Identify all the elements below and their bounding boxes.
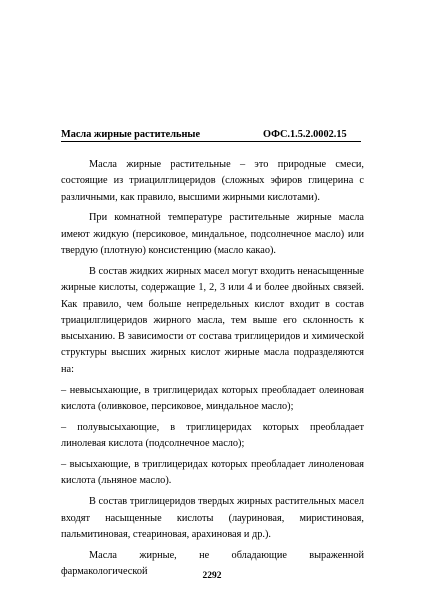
paragraph-continued: Масла жирные, не обладающие выраженной фармакологической	[61, 549, 364, 577]
paragraph-solid-oils: В состав триглицеридов твердых жирных растительных масел входят насыщенные кислоты (лауриновая, миристиновая, пальмитиновая, стеариновая, арахиновая и др.).	[61, 496, 364, 540]
paragraph-consistency: При комнатной температуре растительные жирные масла имеют жидкую (персиковое, миндальное, подсолнечное масло) или твердую (плотную) консистенцию (масло какао).	[61, 212, 364, 257]
paragraph-definition: Масла жирные растительные – это природные смеси, состоящие из триацилглицеридов (сложных эфиров глицерина с различными, как правило, высшими жирными кислотами).	[61, 159, 364, 203]
list-item-non-drying: – невысыхающие, в триглицеридах которых преобладает олеиновая кислота (оливковое, персиковое, миндальное масло);	[61, 384, 364, 412]
document-body	[61, 157, 364, 585]
monograph-title: Масла жирные растительные	[61, 129, 201, 140]
paragraph-composition: В состав жидких жирных масел могут входить ненасыщенные жирные кислоты, содержащие 1, 2, 3 или 4 и более двойных связей. Как правило, чем больше непредельных кислот входит в состав триацилглицеридов жирного масла, тем выше его склонность к высыханию. В зависимости от состава триглицеридов и химической структуры высших жирных кислот жирные масла подразделяются на:	[61, 265, 364, 375]
page-number: 2292	[202, 571, 222, 581]
list-item-semi-drying: – полувысыхающие, в триглицеридах которых преобладает линолевая кислота (подсолнечное масло);	[61, 421, 364, 450]
monograph-code: ОФС.1.5.2.0002.15	[263, 129, 347, 140]
list-item-drying: – высыхающие, в триглицеридах которых преобладает линоленовая кислота (льняное масло).	[61, 459, 364, 487]
header-divider	[61, 141, 361, 142]
